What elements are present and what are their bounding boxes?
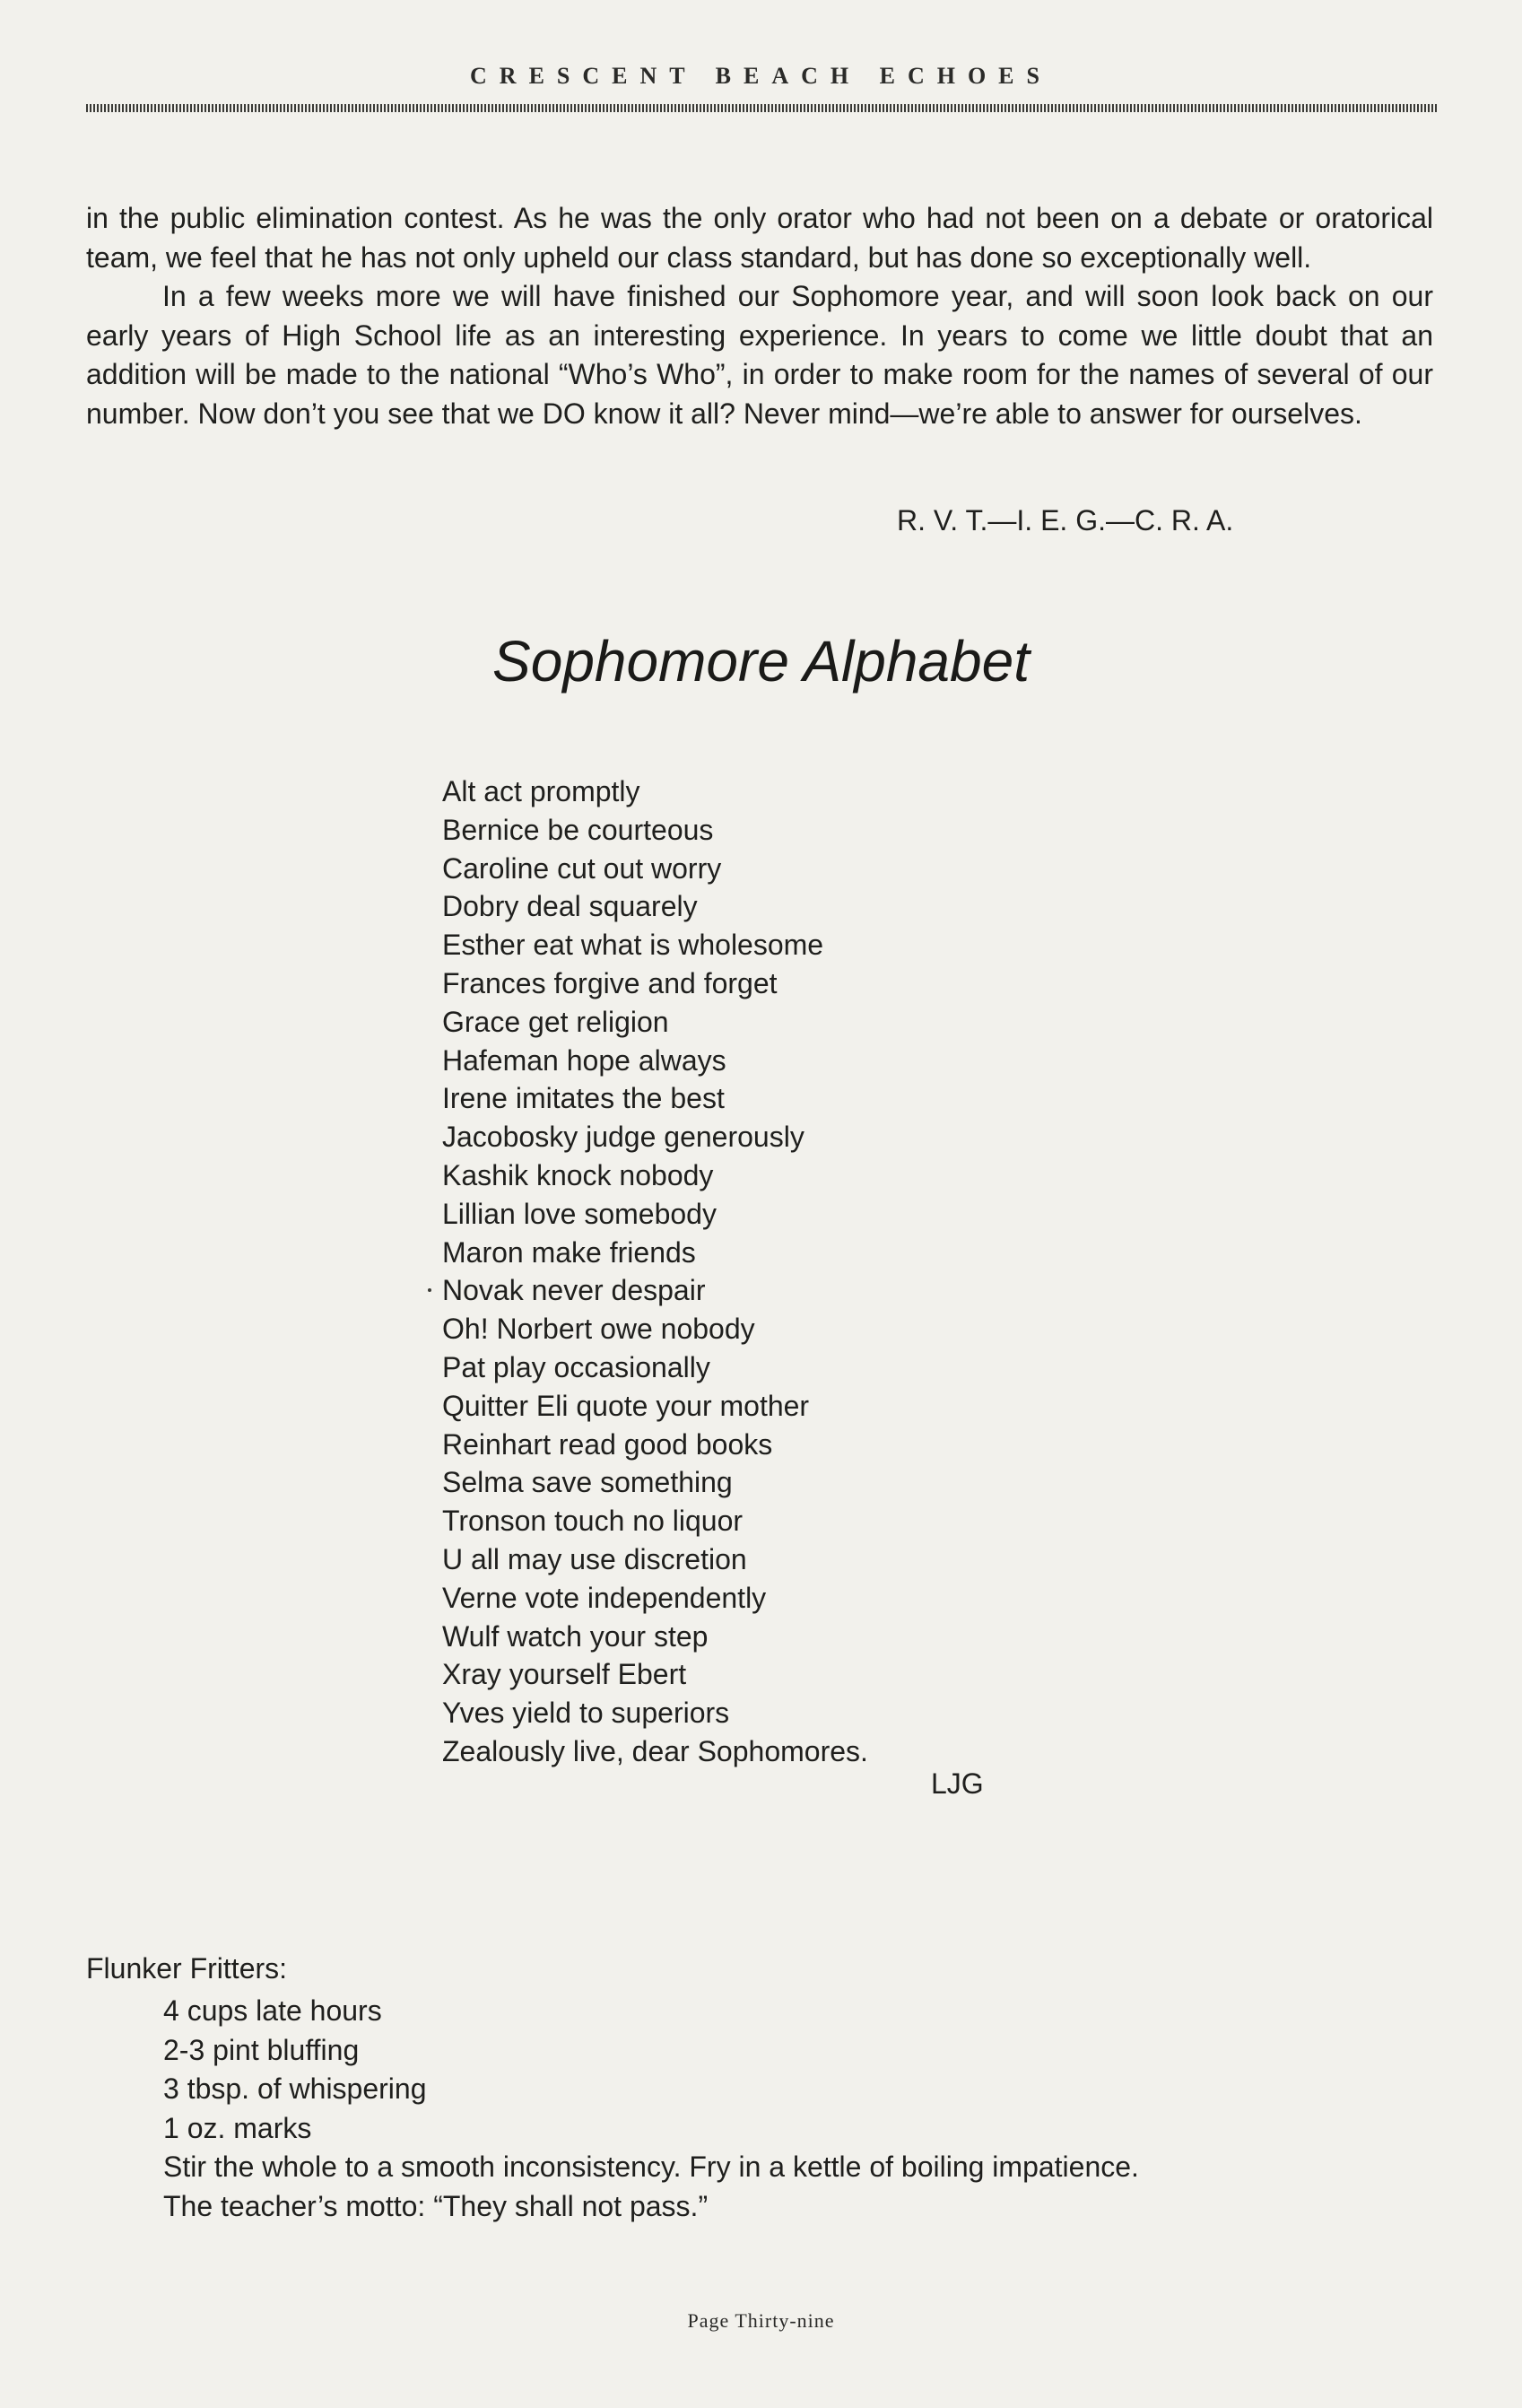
poem-credit: LJG bbox=[931, 1767, 984, 1800]
poem-line: Wulf watch your step bbox=[442, 1619, 709, 1653]
recipe-lines bbox=[163, 1992, 1139, 2226]
poem-line: Esther eat what is wholesome bbox=[442, 929, 824, 962]
poem-line: Grace get religion bbox=[442, 1005, 669, 1038]
poem-line: Oh! Norbert owe nobody bbox=[442, 1313, 755, 1346]
poem-line: Irene imitates the best bbox=[442, 1082, 725, 1115]
poem-line: U all may use discretion bbox=[442, 1542, 747, 1575]
recipe-line: 2-3 pint bluffing bbox=[163, 2033, 360, 2066]
poem-line: Reinhart read good books bbox=[442, 1427, 773, 1461]
poem-line: Zealously live, dear Sophomores. bbox=[442, 1734, 868, 1767]
poem-line: Dobry deal squarely bbox=[442, 890, 698, 923]
recipe-title: Flunker Fritters: bbox=[86, 1952, 288, 1985]
poem-line: Lillian love somebody bbox=[442, 1197, 717, 1230]
poem-line: Frances forgive and forget bbox=[442, 966, 778, 999]
poem-line: Selma save something bbox=[442, 1466, 733, 1499]
poem-line: Jacobosky judge generously bbox=[442, 1121, 804, 1154]
poem-line: Hafeman hope always bbox=[442, 1043, 726, 1077]
header-rule bbox=[86, 104, 1439, 112]
poem-lines bbox=[442, 772, 868, 1771]
recipe-line: 4 cups late hours bbox=[163, 1994, 382, 2027]
poem-line: Xray yourself Ebert bbox=[442, 1658, 687, 1691]
poem-line: Quitter Eli quote your mother bbox=[442, 1389, 810, 1422]
poem-line: Maron make friends bbox=[442, 1235, 696, 1269]
poem-line: Tronson touch no liquor bbox=[442, 1505, 744, 1538]
poem-line: Caroline cut out worry bbox=[442, 851, 722, 885]
recipe-line: Stir the whole to a smooth inconsistency. Fry in a kettle of boiling impatience. bbox=[163, 2151, 1139, 2183]
poem-line: Kashik knock nobody bbox=[442, 1158, 714, 1191]
poem-line: Novak never despair bbox=[442, 1274, 706, 1307]
poem-line: Yves yield to superiors bbox=[442, 1697, 730, 1730]
poem-title: Sophomore Alphabet bbox=[492, 629, 1030, 694]
poem-line: Verne vote independently bbox=[442, 1581, 767, 1614]
article-paragraph: In a few weeks more we will have finished our Sophomore year, and will soon look back on our early years of High School life as an interesting experience. In years to come we little doubt that an addition will be made to the national “Who’s Who”, in order to make room for the names of several of our number. Now don’t you see that we DO know it all? Never mind—we’re able to answer for ourselves. bbox=[86, 280, 1433, 430]
poem-line: Alt act promptly bbox=[442, 775, 640, 807]
recipe-line: The teacher’s motto: “They shall not pass.” bbox=[163, 2189, 709, 2222]
article-signature: R. V. T.—I. E. G.—C. R. A. bbox=[897, 504, 1234, 537]
recipe-line: 3 tbsp. of whispering bbox=[163, 2072, 427, 2105]
article-paragraph: in the public elimination contest. As he was the only orator who had not been on a debate or oratorical team, we feel that he has not only upheld our class standard, but has done so exceptionally well. bbox=[86, 202, 1433, 274]
article-body bbox=[86, 199, 1433, 433]
recipe-line: 1 oz. marks bbox=[163, 2111, 312, 2144]
running-header-title: CRESCENT BEACH ECHOES bbox=[470, 63, 1052, 89]
poem-line: Bernice be courteous bbox=[442, 813, 714, 846]
page-number: Page Thirty-nine bbox=[687, 2309, 835, 2332]
ink-speck bbox=[428, 1288, 431, 1292]
poem-line: Pat play occasionally bbox=[442, 1350, 710, 1383]
